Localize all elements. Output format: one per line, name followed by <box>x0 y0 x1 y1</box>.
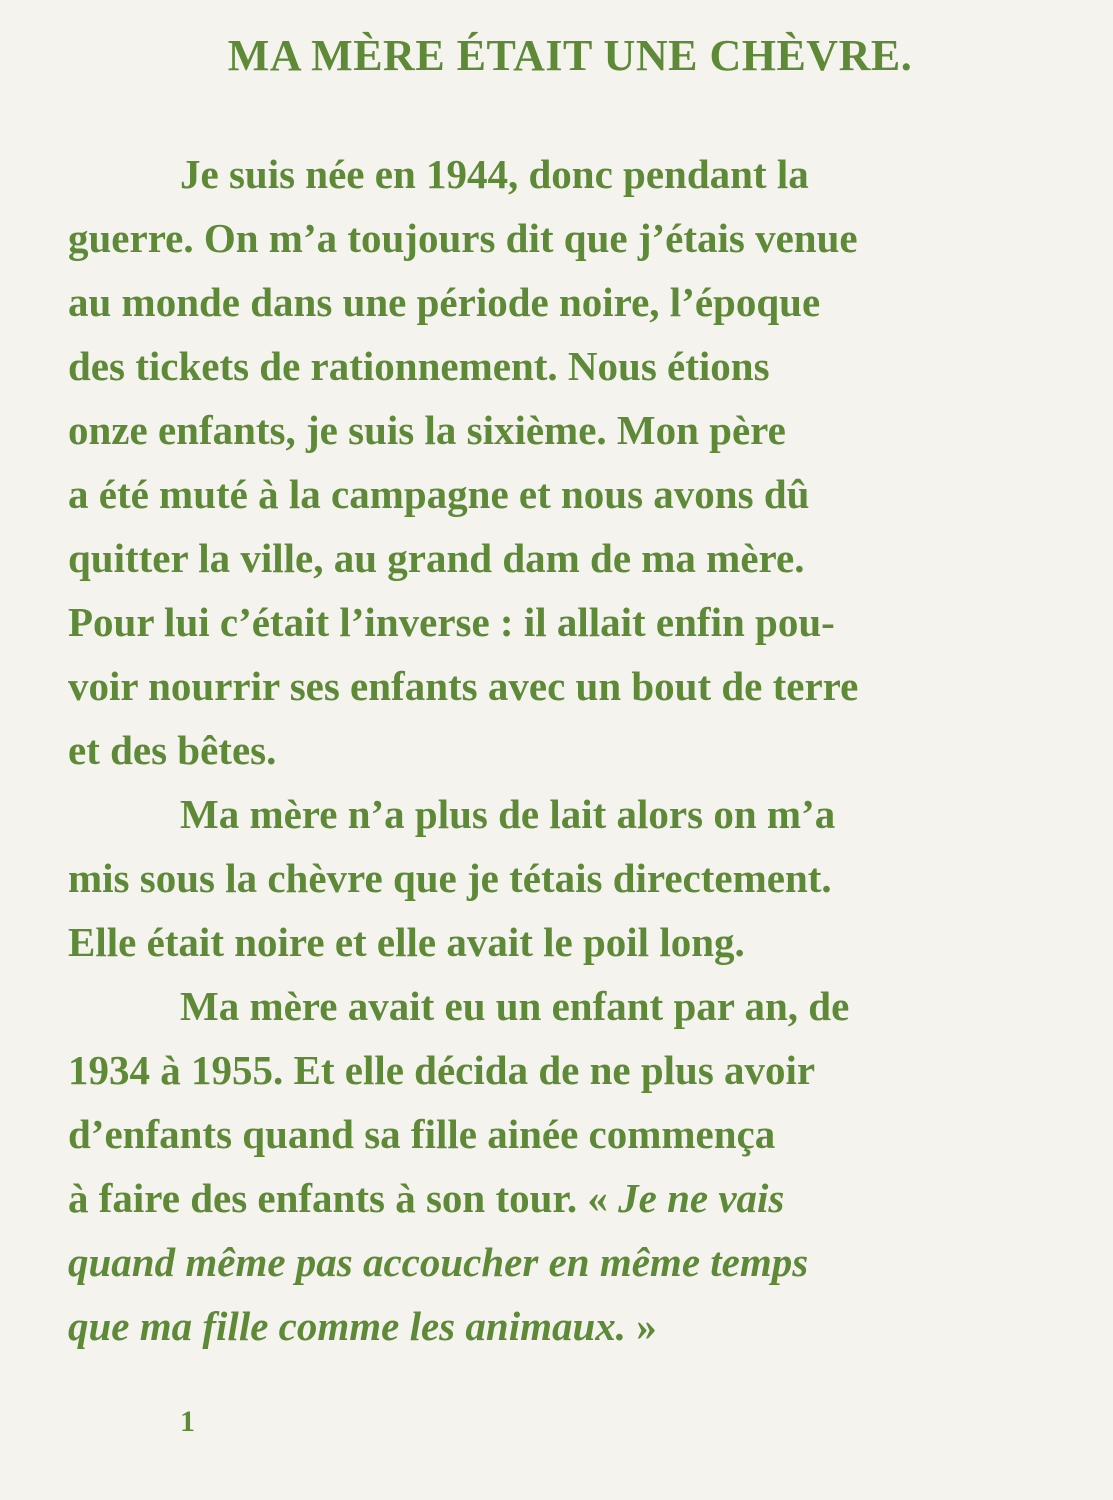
text-line: des tickets de rationnement. Nous étions <box>68 343 770 389</box>
text-line: mis sous la chèvre que je tétais directement. <box>68 855 832 901</box>
paragraph-3 <box>68 974 1068 1358</box>
paragraph-2 <box>68 782 1068 974</box>
quote-line: que ma fille comme les animaux. <box>68 1303 627 1349</box>
closing-quote-mark: » <box>626 1303 657 1349</box>
text-line: voir nourrir ses enfants avec un bout de terre <box>68 663 859 709</box>
quote-italic: Je ne vais <box>618 1175 785 1221</box>
text-line: et des bêtes. <box>68 727 277 773</box>
text-line: au monde dans une période noire, l’époque <box>68 279 821 325</box>
text-line: quitter la ville, au grand dam de ma mère. <box>68 535 805 581</box>
text-line: onze enfants, je suis la sixième. Mon père <box>68 407 786 453</box>
text-line-mixed <box>68 1294 1068 1358</box>
text-line: Ma mère n’a plus de lait alors on m’a <box>180 791 836 837</box>
text-line-mixed <box>68 1166 1068 1230</box>
text-line: Ma mère avait eu un enfant par an, de <box>180 983 850 1029</box>
chapter-title: MA MÈRE ÉTAIT UNE CHÈVRE. <box>227 31 913 80</box>
paragraph-1 <box>68 142 1068 782</box>
text-line: Je suis née en 1944, donc pendant la <box>180 151 809 197</box>
body-text <box>68 142 1068 1358</box>
text-segment: à faire des enfants à son tour. « <box>68 1175 619 1221</box>
text-line: Pour lui c’était l’inverse : il allait enfin pou- <box>68 599 835 645</box>
text-line: a été muté à la campagne et nous avons dû <box>68 471 810 517</box>
text-line: d’enfants quand sa fille ainée commença <box>68 1111 776 1157</box>
text-line: 1934 à 1955. Et elle décida de ne plus avoir <box>68 1047 816 1093</box>
text-line: Elle était noire et elle avait le poil long. <box>68 919 745 965</box>
text-line: guerre. On m’a toujours dit que j’étais venue <box>68 215 858 261</box>
quote-line: quand même pas accoucher en même temps <box>68 1239 809 1285</box>
page-number: 1 <box>180 1405 195 1438</box>
